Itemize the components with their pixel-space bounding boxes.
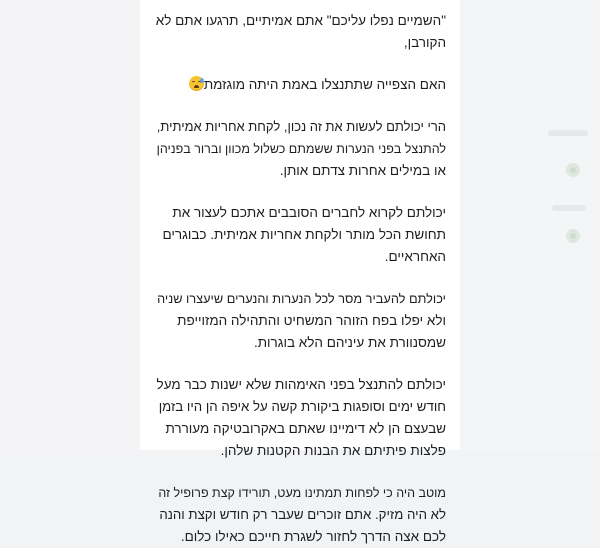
- text-line: או במילים אחרות צדתם אותן.: [279, 163, 446, 178]
- text-line: מוטב היה כי לפחות תמתינו מעט, תורידו קצת פרופיל זה: [158, 486, 446, 500]
- text-line: שמסנוורת את עיניהם הלא בוגרות.: [253, 335, 446, 350]
- right-sidebar-background: [460, 0, 600, 450]
- worried-sweat-emoji-icon: [189, 76, 204, 91]
- text-line: "השמיים נפלו עליכם" אתם אמיתיים, תרגעו אתם לא: [155, 13, 446, 28]
- post-paragraph-3: [156, 116, 446, 182]
- text-line: להתנצל בפני הנערות ששמתם כשלול מכוון וברור בפניהן: [156, 142, 446, 156]
- faded-sidebar-line: [552, 205, 586, 211]
- text-line: יכולתם להעביר מסר לכל הנערות והנערים שיעצרו שניה: [157, 291, 446, 306]
- faded-sidebar-line: [548, 130, 588, 136]
- text-line: פלצות פיתיתם את הבנות הקטנות שלהן.: [220, 443, 446, 458]
- post-paragraph-6: [156, 374, 446, 462]
- text-line: יכולתם לקרוא לחברים הסובבים אתכם לעצור את: [172, 205, 446, 220]
- post-paragraph-7: [156, 482, 446, 548]
- post-paragraph-1: [156, 10, 446, 54]
- text-line: לכם אצה הדרך לחזור לשגרת חייכם כאילו כלום.: [180, 529, 446, 544]
- text-line: ולא יפלו בפח הזוהר המשחיט והתהילה המזוייפת: [177, 313, 446, 328]
- text-line: שבעצם הן לא דימיינו שאתם באקרובטיקה מעוררת: [165, 421, 446, 436]
- text-line: הרי יכולתם לעשות את זה נכון, לקחת אחריות אמיתית,: [156, 119, 446, 134]
- left-gutter: [0, 0, 140, 450]
- text-line: יכולתם להתנצל בפני האימהות שלא ישנות כבר מעל: [156, 377, 446, 392]
- text-line-with-emoji: [156, 74, 446, 96]
- post-paragraph-2: [156, 74, 446, 96]
- text-line: לא היה מזיק. אתם זוכרים שעבר רק חודש וקצת והנה: [159, 507, 446, 522]
- post-paragraph-5: [156, 288, 446, 354]
- text-line: חודש ימים וסופגות ביקורת קשה על איפה הן היו בזמן: [158, 399, 446, 414]
- text-line: תחושת הכל מותר ולקחת אחריות אמיתית. כבוגרים: [162, 227, 446, 242]
- text-line: האחראיים.: [384, 249, 446, 264]
- post-body: [140, 0, 460, 544]
- faded-status-icon: [566, 163, 580, 177]
- faded-status-icon: [566, 229, 580, 243]
- text-line: הקורבן,: [403, 35, 446, 50]
- text-line: האם הצפייה שתתנצלו באמת היתה מוגזמת: [203, 77, 446, 92]
- post-paragraph-4: [156, 202, 446, 268]
